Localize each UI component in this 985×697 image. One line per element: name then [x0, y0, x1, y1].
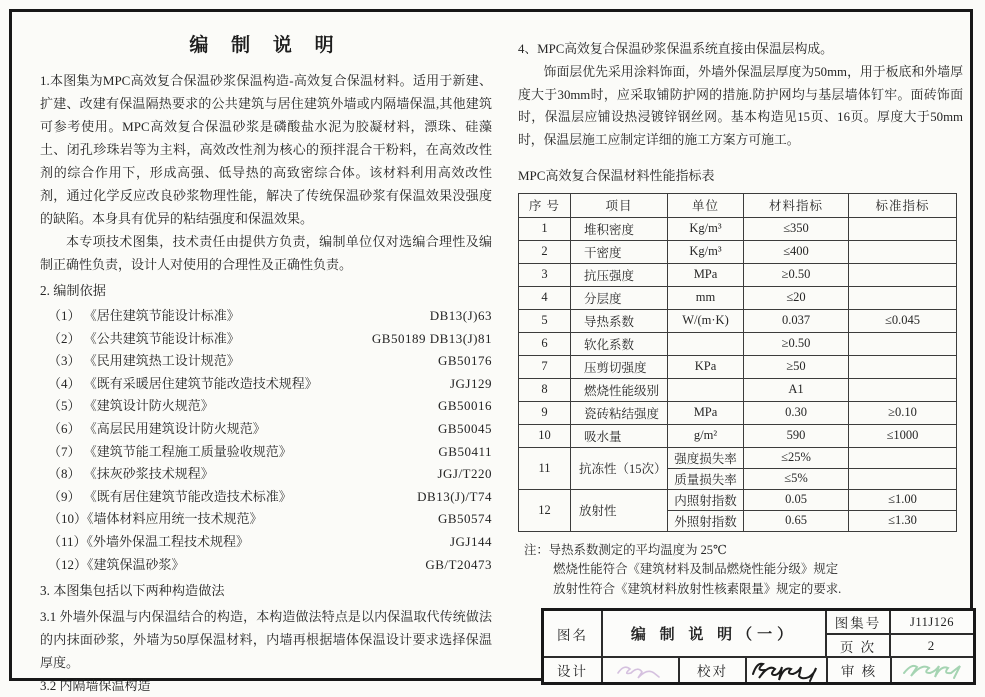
table-cell: 6	[519, 332, 571, 355]
reference-name: （6） 《高层民用建筑设计防火规范》	[48, 420, 266, 436]
table-cell: 8	[519, 378, 571, 401]
reference-code: DB13(J)/T74	[417, 488, 492, 504]
table-row	[519, 240, 957, 263]
table-cell: 3	[519, 263, 571, 286]
table-cell: 燃烧性能级别	[571, 378, 668, 401]
title-block-bottom-row	[544, 658, 973, 682]
table-cell: ≤350	[744, 217, 849, 240]
table-header-cell: 序 号	[519, 193, 571, 217]
table-cell: ≥0.10	[849, 401, 957, 424]
construction-method-3-1: 3.1 外墙外保温与内保温结合的构造，本构造做法特点是以内保温取代传统做法的内抹面砂浆，外墙为50厚保温材料，内墙再根据墙体保温设计要求选择保温厚度。	[40, 609, 492, 671]
table-cell: A1	[744, 378, 849, 401]
responsibility-paragraph: 本专项技术图集，技术责任由提供方负责，编制单位仅对选编合理性及编制正确性负责，设计人对使用的合理性及正确性负责。	[40, 234, 492, 272]
atlas-number-value: J11J126	[891, 611, 973, 635]
table-cell: ≤25%	[744, 447, 849, 468]
table-cell: ≤400	[744, 240, 849, 263]
table-cell: Kg/m³	[668, 240, 744, 263]
page-number-label: 页 次	[827, 635, 891, 658]
table-cell: 1	[519, 217, 571, 240]
reference-item	[40, 418, 492, 441]
proof-signature-icon	[749, 658, 825, 682]
intro-paragraph: 1.本图集为MPC高效复合保温砂浆保温构造-高效复合保温材料。适用于新建、扩建、改建有保温隔热要求的公共建筑与居住建筑外墙或内隔墙保温,其他建筑可参考使用。MPC高效复合保温砂浆是磷酸盐水泥为胶凝材料，漂珠、硅藻土、闭孔珍珠岩等为主料，高效改性剂为核心的预拌混合干粉料，在高效改性剂的综合作用下，形成高强、低导热的高致密综合体。该材料利用高效改性剂，通过化学反应改良砂浆物理性能，解决了传统保温砂浆有保温效果没强度的缺陷。本身具有优异的粘结强度和保温效果。	[40, 73, 492, 226]
table-cell: 干密度	[571, 240, 668, 263]
proof-signature	[747, 658, 828, 682]
table-cell	[849, 468, 957, 489]
table-cell: 0.30	[744, 401, 849, 424]
figure-name-label: 图名	[544, 611, 603, 658]
table-cell	[849, 286, 957, 309]
table-cell: 11	[519, 447, 571, 489]
reference-code: JGJ129	[449, 375, 492, 391]
review-signature	[892, 658, 973, 682]
reference-item	[40, 373, 492, 396]
right-column	[518, 38, 963, 599]
proof-label: 校对	[680, 658, 747, 682]
table-cell: KPa	[668, 355, 744, 378]
table-cell: 软化系数	[571, 332, 668, 355]
table-cell: 堆积密度	[571, 217, 668, 240]
table-header-cell: 标准指标	[849, 193, 957, 217]
reference-name: （4） 《既有采暖居住建筑节能改造技术规程》	[48, 375, 318, 391]
reference-item	[40, 508, 492, 531]
table-notes	[518, 541, 963, 600]
table-cell	[668, 332, 744, 355]
table-cell	[849, 240, 957, 263]
table-row	[519, 217, 957, 240]
table-cell: 0.65	[744, 510, 849, 531]
table-cell: ≤0.045	[849, 309, 957, 332]
table-cell	[849, 217, 957, 240]
table-cell: 内照射指数	[668, 489, 744, 510]
table-cell: W/(m·K)	[668, 309, 744, 332]
reference-code: GB50574	[437, 511, 492, 527]
design-signature	[603, 658, 680, 682]
table-header-cell: 材料指标	[744, 193, 849, 217]
table-cell: 9	[519, 401, 571, 424]
reference-item	[40, 328, 492, 351]
page-number-value: 2	[891, 635, 973, 658]
table-cell: 压剪切强度	[571, 355, 668, 378]
table-cell: 5	[519, 309, 571, 332]
material-performance-table	[518, 193, 957, 532]
table-note-line: 放射性符合《建筑材料放射性核素限量》规定的要求.	[553, 581, 842, 596]
table-cell: 7	[519, 355, 571, 378]
table-cell	[849, 378, 957, 401]
table-cell: g/m²	[668, 424, 744, 447]
reference-code: GB50411	[438, 443, 492, 459]
table-cell: 放射性	[571, 489, 668, 531]
table-cell	[849, 355, 957, 378]
table-cell: 0.05	[744, 489, 849, 510]
table-cell: 0.037	[744, 309, 849, 332]
reference-item	[40, 305, 492, 328]
table-cell: 抗冻性（15次）	[571, 447, 668, 489]
table-cell	[849, 263, 957, 286]
table-cell: ≥50	[744, 355, 849, 378]
table-cell	[849, 447, 957, 468]
page-title: 编 制 说 明	[189, 35, 343, 56]
table-cell: 2	[519, 240, 571, 263]
reference-name: （11）《外墙外保温工程技术规程》	[48, 533, 250, 549]
reference-item	[40, 531, 492, 554]
section-4-body: 饰面层优先采用涂料饰面，外墙外保温层厚度为50mm，用于板底和外墙厚度大于30mm时，应采取铺防护网的措施.防护网均与基层墙体钉牢。面砖饰面时，保温层应铺设热浸镀锌钢丝网。基本构造见15页、16页。厚度大于50mm时，保温层施工应制定详细的施工方案方可施工。	[518, 64, 963, 148]
reference-code: DB13(J)63	[429, 308, 492, 323]
table-cell: Kg/m³	[668, 217, 744, 240]
reference-name: （5） 《建筑设计防火规范》	[48, 398, 214, 414]
table-cell: 强度损失率	[668, 447, 744, 468]
table-header-cell: 项目	[571, 193, 668, 217]
atlas-number-label: 图集号	[827, 611, 891, 635]
table-cell: ≤5%	[744, 468, 849, 489]
table-cell: 590	[744, 424, 849, 447]
section-4-lead: 4、MPC高效复合保温砂浆保温系统直接由保温层构成。	[518, 42, 833, 56]
reference-code: GB50045	[437, 420, 492, 436]
table-cell: 瓷砖粘结强度	[571, 401, 668, 424]
table-header-row	[519, 193, 957, 217]
figure-title: 编 制 说 明（一）	[603, 611, 827, 658]
table-cell: 分层度	[571, 286, 668, 309]
reference-item	[40, 554, 492, 577]
reference-item	[40, 441, 492, 464]
reference-item	[40, 486, 492, 509]
reference-list	[40, 305, 492, 576]
table-cell: 抗压强度	[571, 263, 668, 286]
reference-name: （9） 《既有居住建筑节能改造技术标准》	[48, 488, 292, 504]
table-row	[519, 263, 957, 286]
reference-name: （3） 《民用建筑热工设计规范》	[48, 353, 240, 369]
table-cell: 12	[519, 489, 571, 531]
spec-table-title: MPC高效复合保温材料性能指标表	[518, 167, 715, 183]
reference-code: GB50016	[437, 398, 492, 414]
table-row	[519, 447, 957, 468]
reference-code: GB50189 DB13(J)81	[371, 330, 492, 346]
left-column	[40, 30, 492, 697]
table-note-line: 注：导热系数测定的平均温度为 25℃	[524, 542, 727, 557]
reference-code: JGJ144	[449, 533, 492, 549]
review-label: 审 核	[828, 658, 892, 682]
reference-name: （10）《墙体材料应用统一技术规范》	[48, 511, 263, 527]
table-cell	[668, 378, 744, 401]
section-3-heading: 3. 本图集包括以下两种构造做法	[40, 583, 225, 599]
reference-name: （12）《建筑保温砂浆》	[48, 556, 185, 572]
table-row	[519, 378, 957, 401]
table-cell: ≤1.00	[849, 489, 957, 510]
table-cell: ≥0.50	[744, 332, 849, 355]
table-cell: 吸水量	[571, 424, 668, 447]
table-row	[519, 332, 957, 355]
table-cell: ≤1.30	[849, 510, 957, 531]
table-row	[519, 355, 957, 378]
table-row	[519, 309, 957, 332]
table-cell: ≤1000	[849, 424, 957, 447]
table-row	[519, 286, 957, 309]
table-row	[519, 489, 957, 510]
table-cell: MPa	[668, 263, 744, 286]
table-cell: 质量损失率	[668, 468, 744, 489]
reference-code: JGJ/T220	[437, 466, 492, 482]
reference-name: （8） 《抹灰砂浆技术规程》	[48, 466, 214, 482]
design-signature-icon	[610, 659, 672, 681]
table-cell: 10	[519, 424, 571, 447]
table-header-cell: 单位	[668, 193, 744, 217]
table-cell: 外照射指数	[668, 510, 744, 531]
reference-code: GB50176	[437, 353, 492, 369]
reference-item	[40, 463, 492, 486]
table-cell: 4	[519, 286, 571, 309]
table-cell: ≥0.50	[744, 263, 849, 286]
reference-code: GB/T20473	[425, 556, 492, 572]
reference-item	[40, 395, 492, 418]
table-cell: mm	[668, 286, 744, 309]
table-cell	[849, 332, 957, 355]
table-row	[519, 424, 957, 447]
table-row	[519, 401, 957, 424]
review-signature-icon	[898, 658, 968, 682]
design-label: 设计	[544, 658, 603, 682]
reference-item	[40, 350, 492, 373]
title-block	[541, 608, 976, 685]
table-note-line: 燃烧性能符合《建筑材料及制品燃烧性能分级》规定	[553, 562, 839, 577]
reference-name: （2） 《公共建筑节能设计标准》	[48, 330, 240, 346]
construction-method-3-2: 3.2 内隔墙保温构造	[40, 678, 151, 694]
table-cell: ≤20	[744, 286, 849, 309]
section-2-heading: 2. 编制依据	[40, 283, 106, 298]
table-cell: MPa	[668, 401, 744, 424]
table-body	[519, 217, 957, 531]
reference-name: （1） 《居住建筑节能设计标准》	[48, 308, 240, 323]
reference-name: （7） 《建筑节能工程施工质量验收规范》	[48, 443, 292, 459]
table-cell: 导热系数	[571, 309, 668, 332]
